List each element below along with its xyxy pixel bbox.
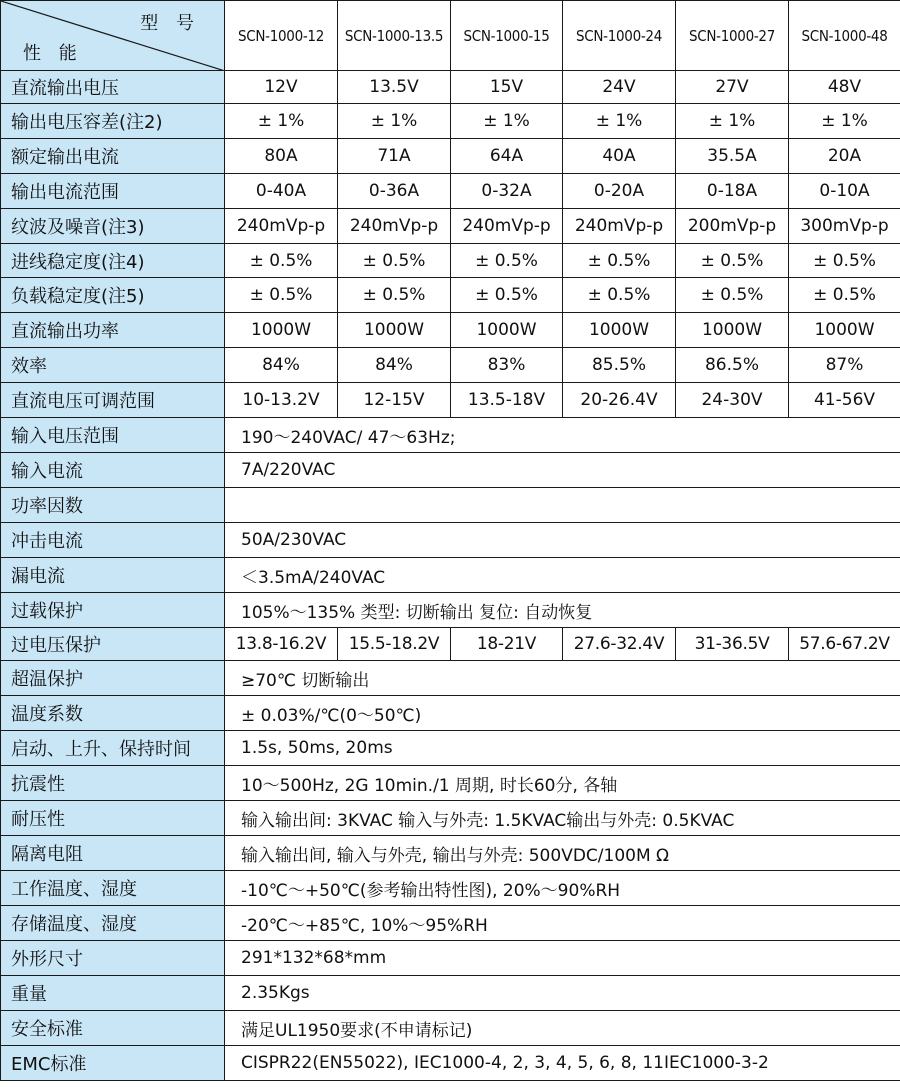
row-value: 240mVp-p <box>338 209 451 244</box>
row-value: 300mVp-p <box>789 209 900 244</box>
row-label: 隔离电阻 <box>1 836 225 871</box>
row-label: 启动、上升、保持时间 <box>1 731 225 766</box>
row-label: 纹波及噪音(注3) <box>1 209 225 244</box>
row-label: 功率因数 <box>1 488 225 523</box>
model-header: SCN-1000-24 <box>563 1 676 71</box>
row-value: 86.5% <box>676 348 789 383</box>
row-value-wide: 2.35Kgs <box>225 976 900 1011</box>
row-value: 1000W <box>338 313 451 348</box>
row-value: ± 0.5% <box>338 278 451 313</box>
row-value: 35.5A <box>676 139 789 174</box>
row-value: 0-20A <box>563 174 676 209</box>
ovp-row <box>1 628 900 661</box>
row-label: 输入电流 <box>1 453 225 488</box>
row-value: 80A <box>225 139 338 174</box>
row-label: 存储温度、湿度 <box>1 906 225 941</box>
spec-row-wide <box>1 1046 900 1081</box>
spec-row-wide <box>1 731 900 766</box>
spec-row-wide <box>1 976 900 1011</box>
spec-row-wide <box>1 836 900 871</box>
spec-row-wide <box>1 593 900 628</box>
row-value: 84% <box>225 348 338 383</box>
row-label: 耐压性 <box>1 801 225 836</box>
row-value: 10-13.2V <box>225 383 338 418</box>
ovp-value: 31-36.5V <box>676 628 789 661</box>
row-value-wide: 满足UL1950要求(不申请标记) <box>225 1011 900 1046</box>
row-value: 15V <box>451 71 563 104</box>
row-label: 温度系数 <box>1 696 225 731</box>
row-value: ± 0.5% <box>563 244 676 278</box>
row-label: 负载稳定度(注5) <box>1 278 225 313</box>
row-value: 1000W <box>563 313 676 348</box>
row-value: 24-30V <box>676 383 789 418</box>
row-label: 冲击电流 <box>1 523 225 558</box>
spec-row-wide <box>1 453 900 488</box>
row-label: 输出电流范围 <box>1 174 225 209</box>
spec-row-wide <box>1 1011 900 1046</box>
row-value: 27V <box>676 71 789 104</box>
row-value-wide <box>225 488 900 523</box>
row-value: 13.5V <box>338 71 451 104</box>
row-label: 效率 <box>1 348 225 383</box>
row-value-wide: -10℃～+50℃(参考输出特性图), 20%～90%RH <box>225 871 900 906</box>
row-value: ± 1% <box>563 104 676 139</box>
spec-row-wide <box>1 418 900 453</box>
spec-row-wide <box>1 871 900 906</box>
spec-row <box>1 174 900 209</box>
spec-row-wide <box>1 906 900 941</box>
row-value-wide: 输入输出间: 3KVAC 输入与外壳: 1.5KVAC输出与外壳: 0.5KVAC <box>225 801 900 836</box>
row-label: 抗震性 <box>1 766 225 801</box>
row-label: 工作温度、湿度 <box>1 871 225 906</box>
row-value-wide: 7A/220VAC <box>225 453 900 488</box>
row-value: 85.5% <box>563 348 676 383</box>
row-label: 输入电压范围 <box>1 418 225 453</box>
spec-row-wide <box>1 558 900 593</box>
row-label: 安全标准 <box>1 1011 225 1046</box>
spec-row <box>1 313 900 348</box>
row-value: 24V <box>563 71 676 104</box>
model-header: SCN-1000-27 <box>676 1 789 71</box>
row-label: 直流电压可调范围 <box>1 383 225 418</box>
header-corner-cell <box>1 1 225 71</box>
row-value-wide: 291*132*68*mm <box>225 941 900 976</box>
ovp-value: 27.6-32.4V <box>563 628 676 661</box>
row-value: ± 1% <box>225 104 338 139</box>
spec-row <box>1 244 900 278</box>
row-value: ± 0.5% <box>789 244 900 278</box>
header-row <box>1 1 900 71</box>
row-label: 进线稳定度(注4) <box>1 244 225 278</box>
row-value: 83% <box>451 348 563 383</box>
model-header: SCN-1000-48 <box>789 1 900 71</box>
row-value: 0-32A <box>451 174 563 209</box>
ovp-value: 15.5-18.2V <box>338 628 451 661</box>
row-label: 输出电压容差(注2) <box>1 104 225 139</box>
spec-row <box>1 209 900 244</box>
row-value: ± 0.5% <box>676 278 789 313</box>
row-value-wide: 105%～135% 类型: 切断输出 复位: 自动恢复 <box>225 593 900 628</box>
row-value: 200mVp-p <box>676 209 789 244</box>
row-value: 20A <box>789 139 900 174</box>
row-value: 0-36A <box>338 174 451 209</box>
row-value: 12-15V <box>338 383 451 418</box>
row-value: ± 0.5% <box>451 278 563 313</box>
row-value-wide: ≥70℃ 切断输出 <box>225 661 900 696</box>
row-value: ± 1% <box>789 104 900 139</box>
spec-row-wide <box>1 801 900 836</box>
row-value: 0-10A <box>789 174 900 209</box>
row-value: 64A <box>451 139 563 174</box>
spec-row <box>1 71 900 104</box>
spec-row-wide <box>1 488 900 523</box>
row-value: 41-56V <box>789 383 900 418</box>
spec-row-wide <box>1 941 900 976</box>
row-value: 0-40A <box>225 174 338 209</box>
row-value: ± 0.5% <box>563 278 676 313</box>
row-value: 40A <box>563 139 676 174</box>
row-label: 直流输出电压 <box>1 71 225 104</box>
spec-row-wide <box>1 766 900 801</box>
row-value: 20-26.4V <box>563 383 676 418</box>
row-label: 漏电流 <box>1 558 225 593</box>
row-value: 240mVp-p <box>563 209 676 244</box>
row-value: ± 0.5% <box>676 244 789 278</box>
corner-label-model: 型 号 <box>140 13 200 34</box>
model-header: SCN-1000-12 <box>225 1 338 71</box>
ovp-value: 13.8-16.2V <box>225 628 338 661</box>
row-value: ± 1% <box>451 104 563 139</box>
row-value: ± 0.5% <box>789 278 900 313</box>
row-value: ± 1% <box>676 104 789 139</box>
model-header: SCN-1000-13.5 <box>338 1 451 71</box>
row-label: 过电压保护 <box>1 628 225 661</box>
row-value: 1000W <box>451 313 563 348</box>
row-label: EMC标准 <box>1 1046 225 1081</box>
row-value-wide: ± 0.03%/℃(0～50℃) <box>225 696 900 731</box>
spec-row-wide <box>1 661 900 696</box>
spec-row <box>1 348 900 383</box>
row-value-wide: 输入输出间, 输入与外壳, 输出与外壳: 500VDC/100M Ω <box>225 836 900 871</box>
row-value: 1000W <box>676 313 789 348</box>
row-value: 48V <box>789 71 900 104</box>
row-value: 240mVp-p <box>451 209 563 244</box>
row-value: 71A <box>338 139 451 174</box>
row-label: 超温保护 <box>1 661 225 696</box>
row-value: ± 1% <box>338 104 451 139</box>
row-value: 1000W <box>225 313 338 348</box>
row-value-wide: 10～500Hz, 2G 10min./1 周期, 时长60分, 各轴 <box>225 766 900 801</box>
row-value: ± 0.5% <box>225 244 338 278</box>
row-value-wide: 1.5s, 50ms, 20ms <box>225 731 900 766</box>
row-value: 87% <box>789 348 900 383</box>
spec-row <box>1 104 900 139</box>
row-label: 直流输出功率 <box>1 313 225 348</box>
row-value-wide: 190～240VAC/ 47～63Hz; <box>225 418 900 453</box>
row-value: 0-18A <box>676 174 789 209</box>
row-value: 12V <box>225 71 338 104</box>
row-label: 额定输出电流 <box>1 139 225 174</box>
spec-row-wide <box>1 696 900 731</box>
row-value-wide: -20℃～+85℃, 10%～95%RH <box>225 906 900 941</box>
ovp-value: 18-21V <box>451 628 563 661</box>
row-value: ± 0.5% <box>451 244 563 278</box>
row-label: 外形尺寸 <box>1 941 225 976</box>
row-label: 重量 <box>1 976 225 1011</box>
row-value-wide: 50A/230VAC <box>225 523 900 558</box>
row-value-wide: ＜3.5mA/240VAC <box>225 558 900 593</box>
row-value: 84% <box>338 348 451 383</box>
corner-label-performance: 性 能 <box>23 43 83 64</box>
row-label: 过载保护 <box>1 593 225 628</box>
row-value: 240mVp-p <box>225 209 338 244</box>
row-value-wide: CISPR22(EN55022), IEC1000-4, 2, 3, 4, 5, 6, 8, 11IEC1000-3-2 <box>225 1046 900 1081</box>
spec-row <box>1 383 900 418</box>
spec-row-wide <box>1 523 900 558</box>
row-value: 1000W <box>789 313 900 348</box>
row-value: ± 0.5% <box>225 278 338 313</box>
spec-row <box>1 139 900 174</box>
ovp-value: 57.6-67.2V <box>789 628 900 661</box>
spec-row <box>1 278 900 313</box>
row-value: 13.5-18V <box>451 383 563 418</box>
row-value: ± 0.5% <box>338 244 451 278</box>
model-header: SCN-1000-15 <box>451 1 563 71</box>
